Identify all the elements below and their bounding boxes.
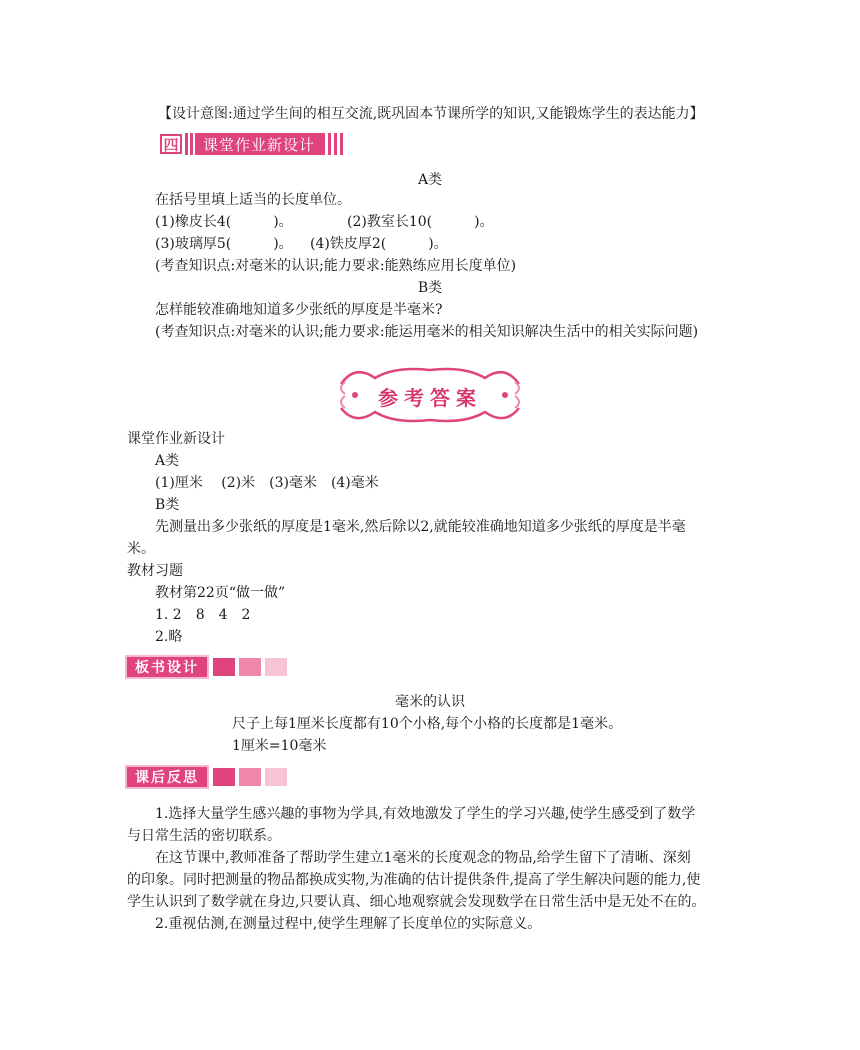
question-4: (4)铁皮厚2( )。 [310,236,448,252]
tab-square-mid [239,768,261,786]
board-line-1: 尺子上每1厘米长度都有10个小格,每个小格的长度都是1毫米。 [232,716,623,732]
class-a-heading: A类 [417,172,443,188]
reflection-p2-line-2: 的印象。同时把测量的物品都换成实物,为准确的估计提供条件,提高了学生解决问题的能力,使 [127,872,701,888]
class-a-note: (考查知识点:对毫米的认识;能力要求:能熟练应用长度单位) [155,258,517,274]
tab-square-mid [239,658,261,676]
textbook-answer-1: 1. 2 8 4 2 [155,607,251,623]
class-a-instruction: 在括号里填上适当的长度单位。 [155,192,351,208]
section-title: 课堂作业新设计 [195,133,325,155]
board-title: 毫米的认识 [395,694,465,710]
board-line-2: 1厘米=10毫米 [232,738,327,754]
answers-b-line-1: 先测量出多少张纸的厚度是1毫米,然后除以2,就能较准确地知道多少张纸的厚度是半毫 [155,519,686,535]
answers-b-line-2: 米。 [127,541,155,557]
reflection-tab [125,766,287,788]
textbook-exercises-title: 教材习题 [127,563,183,579]
board-design-tab [125,656,287,678]
section-header-stripes [185,133,195,155]
question-2: (2)教室长10( )。 [347,214,494,230]
design-intent: 【设计意图:通过学生间的相互交流,既巩固本节课所学的知识,又能锻炼学生的表达能力】 [158,106,704,122]
class-b-heading: B类 [417,280,443,296]
question-1: (1)橡皮长4( )。 [155,214,293,230]
tab-square-dark [213,768,235,786]
reference-answers-banner [335,360,525,430]
class-b-note: (考查知识点:对毫米的认识;能力要求:能运用毫米的相关知识解决生活中的相关实际问题) [155,324,699,340]
textbook-page-ref: 教材第22页“做一做” [155,585,286,601]
section-four-header [160,132,346,156]
question-3: (3)玻璃厚5( )。 [155,236,293,252]
reflection-p1-line-1: 1.选择大量学生感兴趣的事物为学具,有效地激发了学生的学习兴趣,使学生感受到了数学 [155,806,696,822]
tab-square-light [265,658,287,676]
reflection-label: 课后反思 [125,765,209,789]
reflection-p1-line-2: 与日常生活的密切联系。 [127,828,281,844]
banner-title: 参考答案 [378,386,482,410]
section-header-tail-stripes [328,133,346,155]
reflection-p3-line-1: 2.重视估测,在测量过程中,使学生理解了长度单位的实际意义。 [155,916,542,932]
tab-square-light [265,768,287,786]
answers-title: 课堂作业新设计 [127,431,225,447]
tab-square-dark [213,658,235,676]
answers-b-heading: B类 [155,497,180,513]
board-design-label: 板书设计 [125,655,209,679]
reflection-p2-line-1: 在这节课中,教师准备了帮助学生建立1毫米的长度观念的物品,给学生留下了清晰、深刻 [155,850,691,866]
reflection-p2-line-3: 学生认识到了数学就在身边,只要认真、细心地观察就会发现数学在日常生活中是无处不在的。 [127,894,706,910]
textbook-answer-2: 2.略 [155,629,183,645]
answers-a-list: (1)厘米 (2)米 (3)毫米 (4)毫米 [155,475,379,491]
answers-a-heading: A类 [155,453,180,469]
class-b-question: 怎样能较准确地知道多少张纸的厚度是半毫米? [155,302,443,318]
section-number: 四 [160,134,182,154]
